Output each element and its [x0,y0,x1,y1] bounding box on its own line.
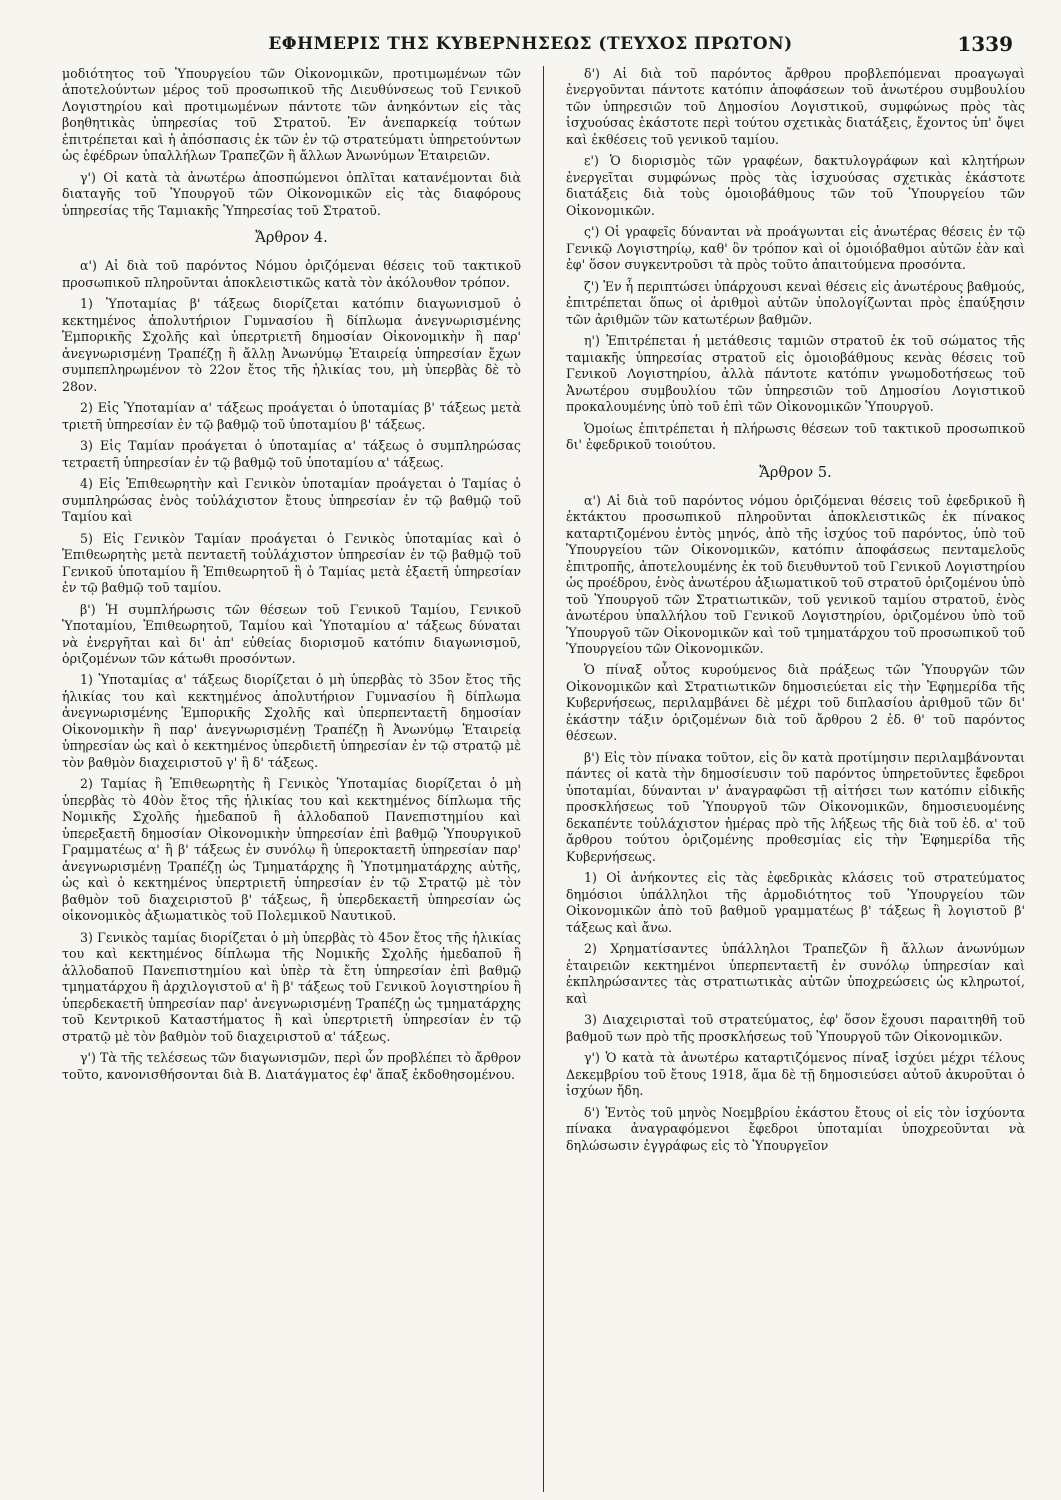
column-divider [543,66,544,1492]
paragraph: μοδιότητος τοῦ Ὑπουργείου τῶν Οἰκονομικῶν, προτιμωμένων τῶν ἀποτελούντων μέρος τοῦ προσωπικοῦ τῆς Διευθύνσεως τοῦ Γενικοῦ Λογιστηρίου καὶ προτιμωμένων πάντοτε τῶν ἀνηκόντων εἰς τὰς βοηθητικὰς ὑπηρεσίας τοῦ Στρατοῦ. Ἐν ἀνεπαρκείᾳ τούτων ἐπιτρέπεται καὶ ἡ ἀπόσπασις ἐκ τῶν ἐν τῷ στρατεύματι ὑπηρετούντων ὡς ἐφέδρων ὑπαλλήλων Τραπεζῶν ἢ ἄλλων Ἀνωνύμων Ἑταιρειῶν. [62,66,521,164]
paragraph: 3) Γενικὸς ταμίας διορίζεται ὁ μὴ ὑπερβὰς τὸ 45ον ἔτος τῆς ἡλικίας του καὶ κεκτημένος δίπλωμα τῆς Νομικῆς Σχολῆς ἡμεδαποῦ ἢ ἀλλοδαποῦ Πανεπιστημίου καὶ ὑπὲρ τὰ ἔτη ὑπηρεσίαν ἐπὶ βαθμῷ τμηματάρχου ἢ ἀρχιλογιστοῦ α' ἢ β' τάξεως τοῦ Γενικοῦ λογιστηρίου ἢ ὑπερδεκαετῆ ὑπηρεσίαν παρ' ἀνεγνωρισμένῃ Τραπέζῃ ὡς τμηματάρχης τοῦ Κεντρικοῦ Καταστήματος ἢ καὶ ὑπερτριετῆ ὑπηρεσίαν ἐν τῷ στρατῷ μὲ τὸν βαθμὸν τοῦ διαχειριστοῦ α' τάξεως. [62,929,521,1044]
paragraph: 1) Ὑποταμίας α' τάξεως διορίζεται ὁ μὴ ὑπερβὰς τὸ 35ον ἔτος τῆς ἡλικίας του καὶ κεκτημένος ἀπολυτήριον Γυμνασίου ἢ δίπλωμα ἀνεγνωρισμένης Ἐμπορικῆς Σχολῆς καὶ ὑπερπενταετῆ δημοσίαν Οἰκονομικὴν ἢ παρ' ἀνεγνωρισμένῃ Τραπέζῃ ἢ Ἀνωνύμῳ Ἑταιρείᾳ ὑπηρεσίαν ὡς καὶ ὁ κεκτημένος ὑπερδιετῆ ὑπηρεσίαν ἐν τῷ στρατῷ μὲ τὸν βαθμὸν διαχειριστοῦ γ' ἢ δ' τάξεως. [62,672,521,770]
article-heading: Ἄρθρον 5. [759,464,832,481]
paragraph: γ') Τὰ τῆς τελέσεως τῶν διαγωνισμῶν, περὶ ὧν προβλέπει τὸ ἄρθρον τοῦτο, κανονισθήσονται διὰ Β. Διατάγματος ἐφ' ἅπαξ ἐκδοθησομένου. [62,1050,521,1082]
paragraph: Ὁ πίναξ οὗτος κυρούμενος διὰ πράξεως τῶν Ὑπουργῶν τῶν Οἰκονομικῶν καὶ Στρατιωτικῶν δημοσιεύεται εἰς τὴν Ἐφημερίδα τῆς Κυβερνήσεως, περιλαμβάνει δὲ μέχρι τοῦ διπλασίου ἀριθμοῦ τῶν δι' ἑκάστην τάξιν ὁριζομένων διὰ τοῦ ἄρθρου 2 ἐδ. θ' τοῦ παρόντος θέσεων. [566,662,1025,744]
paragraph: Ὁμοίως ἐπιτρέπεται ἡ πλήρωσις θέσεων τοῦ τακτικοῦ προσωπικοῦ δι' ἐφεδρικοῦ τοιούτου. [566,420,1025,453]
paragraph: β') Εἰς τὸν πίνακα τοῦτον, εἰς ὃν κατὰ προτίμησιν περιλαμβάνονται πάντες οἱ κατὰ τὴν δημοσίευσιν τοῦ παρόντος ὑπηρετοῦντες ἔφεδροι ὑποταμίαι, δύνανται ν' ἀναγραφῶσι τῇ αἰτήσει των κατόπιν εἰδικῆς προσκλήσεως τοῦ Ὑπουργοῦ τῶν Οἰκονομικῶν, δημοσιευομένης δεκαπέντε τοὐλάχιστον ἡμέρας πρὸ τῆς λήξεως τῆς διὰ τοῦ ἐδ. α' τοῦ ἄρθρου τούτου ὁριζομένης προθεσμίας εἰς τὴν Ἐφημερίδα τῆς Κυβερνήσεως. [566,749,1025,864]
paragraph: 5) Εἰς Γενικὸν Ταμίαν προάγεται ὁ Γενικὸς ὑποταμίας καὶ ὁ Ἐπιθεωρητὴς μετὰ πενταετῆ τοὐλάχιστον ὑπηρεσίαν ἐν τῷ βαθμῷ τοῦ Γενικοῦ ὑποταμίου ἢ Ἐπιθεωρητοῦ ἢ ὁ Ταμίας μετὰ ἑξαετῆ ὑπηρεσίαν ἐν τῷ βαθμῷ τοῦ ταμίου. [62,530,521,596]
paragraph: 3) Εἰς Ταμίαν προάγεται ὁ ὑποταμίας α' τάξεως ὁ συμπληρώσας τετραετῆ ὑπηρεσίαν ἐν τῷ βαθμῷ τοῦ ὑποταμίου α' τάξεως. [62,438,521,470]
paragraph: η') Ἐπιτρέπεται ἡ μετάθεσις ταμιῶν στρατοῦ ἐκ τοῦ σώματος τῆς ταμιακῆς ὑπηρεσίας στρατοῦ εἰς ὁμοιοβάθμους κενὰς θέσεις τοῦ Γενικοῦ Λογιστηρίου, ἀλλὰ πάντοτε κατόπιν γνωμοδοτήσεως τοῦ Ἀνωτέρου συμβουλίου τῶν ὑπηρεσιῶν τοῦ Δημοσίου Λογιστικοῦ προκαλουμένης ὑπὸ τοῦ ἐπὶ τῶν Οἰκονομικῶν Ὑπουργοῦ. [566,333,1025,415]
paragraph: δ') Αἱ διὰ τοῦ παρόντος ἄρθρου προβλεπόμεναι προαγωγαὶ ἐνεργοῦνται πάντοτε κατόπιν ἀποφάσεων τοῦ ἀνωτέρου συμβουλίου τῶν ὑπηρεσιῶν τοῦ Δημοσίου Λογιστικοῦ, συμφώνως πρὸς τὰς ἰσχυούσας ἑκάστοτε περὶ τούτου σχετικὰς διατάξεις, ἔχοντος ὑπ' ὄψει καὶ ἐκθέσεις τοῦ γενικοῦ ταμίου. [566,66,1025,147]
paragraph: 1) Οἱ ἀνήκοντες εἰς τὰς ἐφεδρικὰς κλάσεις τοῦ στρατεύματος δημόσιοι ὑπάλληλοι τῆς ἁρμοδιότητος τοῦ Ὑπουργείου τῶν Οἰκονομικῶν ἀπὸ τοῦ βαθμοῦ γραμματέως β' τάξεως ἢ λογιστοῦ β' τάξεως καὶ ἄνω. [566,870,1025,935]
page-header [40,30,1021,64]
paragraph: 2) Ταμίας ἢ Ἐπιθεωρητὴς ἢ Γενικὸς Ὑποταμίας διορίζεται ὁ μὴ ὑπερβὰς τὸ 40ὸν ἔτος τῆς ἡλικίας του καὶ κεκτημένος δίπλωμα τῆς Νομικῆς Σχολῆς ἡμεδαποῦ ἢ ἀλλοδαποῦ Πανεπιστημίου καὶ ὑπερεξαετῆ δημοσίαν Οἰκονομικὴν ὑπηρεσίαν ἐπὶ βαθμῷ Ὑπουργικοῦ Γραμματέως α' ἢ β' τάξεως ἐν συνόλῳ ἢ ὑπεροκταετῆ ὑπηρεσίαν παρ' ἀνεγνωρισμένῃ Τραπέζῃ ὡς Τμηματάρχης ἢ Ὑποτμηματάρχης αὐτῆς, ὡς καὶ ὁ κεκτημένος ὑπερτριετῆ ὑπηρεσίαν ἐν τῷ Στρατῷ μὲ τὸν βαθμὸν τοῦ διαχειριστοῦ β' τάξεως, ἢ ὑπερδεκαετῆ ὑπηρεσίαν ὡς οἰκονομικὸς ἀξιωματικὸς τοῦ Πολεμικοῦ Ναυτικοῦ. [62,776,521,924]
paragraph: 1) Ὑποταμίας β' τάξεως διορίζεται κατόπιν διαγωνισμοῦ ὁ κεκτημένος ἀπολυτήριον Γυμνασίου ἢ δίπλωμα ἀνεγνωρισμένης Ἐμπορικῆς Σχολῆς καὶ ὑπερτριετῆ δημοσίαν Οἰκονομικὴν ἢ παρ' ἀνεγνωρισμένῃ Τραπέζῃ ἢ ἄλλῃ Ἀνωνύμῳ Ἑταιρείᾳ ὑπηρεσίαν ἔχων συμπεπληρωμένον τὸ 22ον ἔτος τῆς ἡλικίας του, μὴ ὑπερβὰς δὲ τὸ 28ον. [62,296,521,394]
article-heading: Ἄρθρον 4. [255,230,328,247]
paragraph: γ') Ὁ κατὰ τὰ ἀνωτέρω καταρτιζόμενος πίναξ ἰσχύει μέχρι τέλους Δεκεμβρίου τοῦ ἔτους 1918, ἅμα δὲ τῇ δημοσιεύσει αὐτοῦ ἀκυροῦται ὁ ἰσχύων ἤδη. [566,1050,1025,1099]
paragraph: α') Αἱ διὰ τοῦ παρόντος νόμου ὁριζόμεναι θέσεις τοῦ ἐφεδρικοῦ ἢ ἐκτάκτου προσωπικοῦ πληροῦνται ἀποκλειστικῶς ἐκ πίνακος καταρτιζομένου ἐντὸς μηνός, ἀπὸ τῆς ἰσχύος τοῦ παρόντος, ὑπὸ τοῦ Ὑπουργείου τῶν Οἰκονομικῶν, κατόπιν ἀποφάσεως πενταμελοῦς ἐπιτροπῆς, ἀποτελουμένης ἐκ τοῦ διευθυντοῦ τοῦ Γενικοῦ Λογιστηρίου ὡς προέδρου, ἑνὸς ἀνωτέρου ἀξιωματικοῦ τοῦ στρατοῦ ὁριζομένου ὑπὸ τοῦ Ὑπουργοῦ τῶν Στρατιωτικῶν, τοῦ γενικοῦ ταμίου στρατοῦ, ἑνὸς ἀνωτέρου ὑπαλλήλου τοῦ Γενικοῦ Λογιστηρίου, ὁριζομένου ὑπὸ τοῦ Ὑπουργοῦ τῶν Οἰκονομικῶν καὶ τοῦ τμηματάρχου τοῦ προσωπικοῦ τοῦ Ὑπουργείου τῶν Οἰκονομικῶν. [566,492,1025,656]
paragraph: ε') Ὁ διορισμὸς τῶν γραφέων, δακτυλογράφων καὶ κλητήρων ἐνεργεῖται συμφώνως πρὸς τὰς ἰσχυούσας σχετικὰς ἑκάστοτε διατάξεις διὰ τοὺς ὁμοιοβάθμους τῶν τοῦ Ὑπουργείου τῶν Οἰκονομικῶν. [566,153,1025,218]
right-column [566,66,1025,1492]
paragraph: 2) Χρηματίσαντες ὑπάλληλοι Τραπεζῶν ἢ ἄλλων ἀνωνύμων ἑταιρειῶν κεκτημένοι ὑπερπενταετῆ ἐν συνόλῳ ὑπηρεσίαν καὶ ἐκπληρώσαντες τὰς στρατιωτικὰς αὐτῶν ὑποχρεώσεις ὡς κληρωτοί, καὶ [566,941,1025,1006]
paragraph: γ') Οἱ κατὰ τὰ ἀνωτέρω ἀποσπώμενοι ὁπλῖται κατανέμονται διὰ διαταγῆς τοῦ Ὑπουργοῦ τῶν Οἰκονομικῶν εἰς τὰς διαφόρους ὑπηρεσίας τῆς Ταμιακῆς Ὑπηρεσίας τοῦ Στρατοῦ. [62,169,521,218]
paragraph: ς') Οἱ γραφεῖς δύνανται νὰ προάγωνται εἰς ἀνωτέρας θέσεις ἐν τῷ Γενικῷ Λογιστηρίῳ, καθ' ὃν τρόπον καὶ οἱ ὁμοιόβαθμοι αὐτῶν ἐὰν καὶ ἐφ' ὅσον συγκεντροῦσι τὰ πρὸς τοῦτο ἀπαιτούμενα προσόντα. [566,224,1025,273]
paragraph: 2) Εἰς Ὑποταμίαν α' τάξεως προάγεται ὁ ὑποταμίας β' τάξεως μετὰ τριετῆ ὑπηρεσίαν ἐν τῷ βαθμῷ τοῦ ὑποταμίου β' τάξεως. [62,400,521,432]
page-number: 1339 [957,32,1013,56]
left-column [62,66,521,1492]
paragraph: ζ') Ἐν ἧ περιπτώσει ὑπάρχουσι κεναὶ θέσεις εἰς ἀνωτέρους βαθμούς, ἐπιτρέπεται ὅπως οἱ ἀριθμοὶ αὐτῶν ὑπολογίζωνται πρὸς ἐπαύξησιν τῶν ἀριθμῶν τῶν κατωτέρων βαθμῶν. [566,278,1025,327]
text-columns [62,66,1025,1492]
paragraph: β') Ἡ συμπλήρωσις τῶν θέσεων τοῦ Γενικοῦ Ταμίου, Γενικοῦ Ὑποταμίου, Ἐπιθεωρητοῦ, Ταμίου καὶ Ὑποταμίου α' τάξεως δύναται νὰ ἐνεργῆται καὶ δι' ἀπ' εὐθείας διορισμοῦ κατόπιν διαγωνισμοῦ, ὁριζομένων τῶν κάτωθι προσόντων. [62,601,521,666]
gazette-title: ΕΦΗΜΕΡΙΣ ΤΗΣ ΚΥΒΕΡΝΗΣΕΩΣ (ΤΕΥΧΟΣ ΠΡΩΤΟΝ) [268,34,793,54]
paragraph: α') Αἱ διὰ τοῦ παρόντος Νόμου ὁριζόμεναι θέσεις τοῦ τακτικοῦ προσωπικοῦ πληροῦνται ἀποκλειστικῶς κατὰ τὸν ἀκόλουθον τρόπον. [62,258,521,290]
paragraph: 4) Εἰς Ἐπιθεωρητὴν καὶ Γενικὸν ὑποταμίαν προάγεται ὁ Ταμίας ὁ συμπληρώσας ἑνὸς τοὐλάχιστον ἔτους ὑπηρεσίαν ἐν τῷ βαθμῷ τοῦ Ταμίου καὶ [62,476,521,525]
paragraph: 3) Διαχειρισταὶ τοῦ στρατεύματος, ἐφ' ὅσον ἔχουσι παραιτηθῆ τοῦ βαθμοῦ των πρὸ τῆς προσκλήσεως τοῦ Ὑπουργοῦ τῶν Οἰκονομικῶν. [566,1012,1025,1044]
paragraph: δ') Ἐντὸς τοῦ μηνὸς Νοεμβρίου ἑκάστου ἔτους οἱ εἰς τὸν ἰσχύοντα πίνακα ἀναγραφόμενοι ἔφεδροι ὑποταμίαι ὑποχρεοῦνται νὰ δηλώσωσιν ἐγγράφως εἰς τὸ Ὑπουργεῖον [566,1104,1025,1153]
